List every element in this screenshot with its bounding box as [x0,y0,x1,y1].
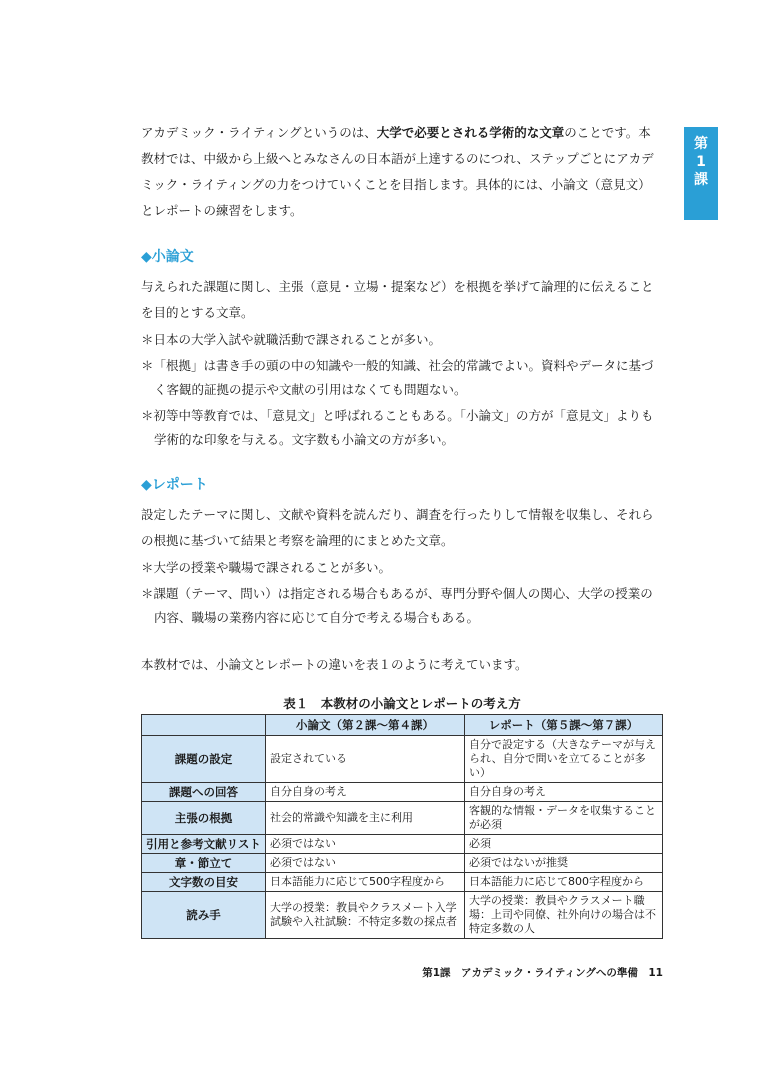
main-content [141,120,663,678]
row-label: 読み手 [142,892,266,939]
essay-definition: 与えられた課題に関し、主張（意見・立場・提案など）を根拠を挙げて論理的に伝えることを目的とする文章。 [141,279,654,320]
chapter-tab [684,127,718,220]
chapter-tab-line3: 課 [694,172,708,188]
essay-cell: 設定されている [266,736,465,783]
report-cell: 大学の授業：教員やクラスメート職場：上司や同僚、社外向けの場合は不特定多数の人 [465,892,663,939]
table-header-row [142,715,663,736]
closing-paragraph: 本教材では、小論文とレポートの違いを表１のように考えています。 [141,657,528,672]
intro-bold: 大学で必要とされる学術的な文章 [376,125,565,140]
page-footer: 第1課 アカデミック・ライティングへの準備 11 [422,967,663,979]
essay-item: ＊初等中等教育では、「意見文」と呼ばれることもある。「小論文」の方が「意見文」よりも学術的な印象を与える。文字数も小論文の方が多い。 [141,408,654,447]
table-row [142,802,663,835]
table-row [142,835,663,854]
chapter-tab-line1: 第 [694,136,708,152]
essay-cell: 自分自身の考え [266,783,465,802]
chapter-tab-line2: 1 [696,154,706,170]
essay-cell: 必須ではない [266,835,465,854]
row-label: 課題への回答 [142,783,266,802]
intro-part1-end: のことです。 [564,125,639,140]
table-row [142,736,663,783]
essay-heading: ◆小論文 [141,249,194,265]
report-item: ＊課題（テーマ、問い）は指定される場合もあるが、専門分野や個人の関心、大学の授業の内容、職場の業務内容に応じて自分で考える場合もある。 [141,586,653,625]
essay-item: ＊「根拠」は書き手の頭の中の知識や一般的知識、社会的常識でよい。資料やデータに基づく客観的証拠の提示や文献の引用はなくても問題ない。 [141,358,654,397]
table-header-essay: 小論文（第２課〜第４課） [266,715,465,736]
essay-cell: 必須ではない [266,854,465,873]
essay-cell: 大学の授業：教員やクラスメート入学試験や入社試験：不特定多数の採点者 [266,892,465,939]
table-row [142,854,663,873]
row-label: 課題の設定 [142,736,266,783]
intro-part2: 本教材では、中級から上級へとみなさんの日本語が上達するのにつれ、ステップごとにアカデミック・ライティングの力をつけていくことを目指します。具体的には、小論文（意見文）とレポートの練習をします。 [141,125,654,218]
table-header-blank [142,715,266,736]
table-row [142,873,663,892]
essay-cell: 社会的常識や知識を主に利用 [266,802,465,835]
essay-item: ＊日本の大学入試や就職活動で課されることが多い。 [141,332,442,347]
table-header-report: レポート（第５課〜第７課） [465,715,663,736]
report-cell: 日本語能力に応じて800字程度から [465,873,663,892]
table-row [142,783,663,802]
report-cell: 自分自身の考え [465,783,663,802]
report-cell: 必須 [465,835,663,854]
report-cell: 必須ではないが推奨 [465,854,663,873]
table-title: 表１ 本教材の小論文とレポートの考え方 [283,696,521,711]
report-heading: ◆レポート [141,477,208,493]
table-row [142,892,663,939]
row-label: 主張の根拠 [142,802,266,835]
report-item: ＊大学の授業や職場で課されることが多い。 [141,560,392,575]
intro-paragraph [141,120,663,224]
report-definition: 設定したテーマに関し、文献や資料を読んだり、調査を行ったりして情報を収集し、それらの根拠に基づいて結果と考察を論理的にまとめた文章。 [141,507,654,548]
row-label: 文字数の目安 [142,873,266,892]
report-cell: 客観的な情報・データを収集することが必須 [465,802,663,835]
essay-cell: 日本語能力に応じて500字程度から [266,873,465,892]
row-label: 引用と参考文献リスト [142,835,266,854]
intro-part1: アカデミック・ライティングというのは、 [141,125,377,140]
row-label: 章・節立て [142,854,266,873]
comparison-table [141,714,663,939]
report-cell: 自分で設定する（大きなテーマが与えられ、自分で問いを立てることが多い） [465,736,663,783]
